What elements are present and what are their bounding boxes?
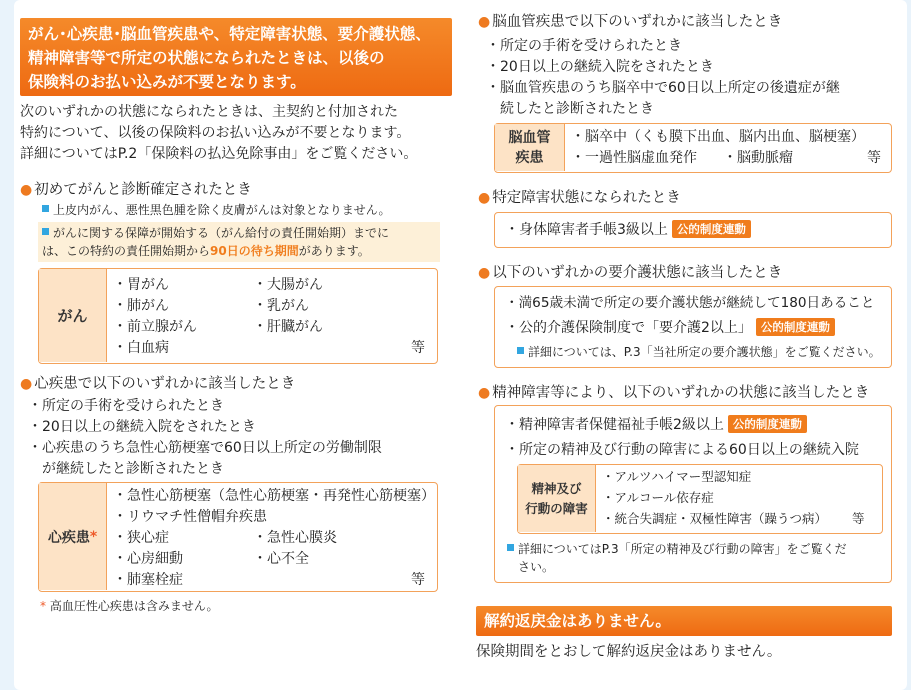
cerebro-condition: 続したと診断されたとき (486, 101, 654, 117)
bullet-dot-icon: ● (478, 265, 491, 281)
list-item: ・脳卒中（くも膜下出血、脳内出血、脳梗塞） (571, 129, 865, 145)
bullet-dot-icon: ● (20, 182, 33, 198)
heart-condition: ・20日以上の継続入院をされたとき (28, 419, 256, 435)
heart-heading: ● 心疾患で以下のいずれかに該当したとき (20, 376, 296, 392)
public-system-tag: 公的制度連動 (672, 220, 751, 238)
list-item: ・リウマチ性僧帽弁疾患 (113, 509, 267, 525)
disability-box (494, 212, 892, 248)
list-item: ・身体障害者手帳3級以上 公的制度連動 (505, 220, 751, 240)
square-bullet-icon (42, 205, 49, 212)
list-item: ・アルツハイマー型認知症 (602, 469, 752, 484)
list-item: ・前立腺がん (113, 319, 197, 335)
waiver-banner: がん･心疾患･脳血管疾患や、特定障害状態、要介護状態、 精神障害等で所定の状態になられたときは、以後の 保険料のお払い込みが不要となります。 (20, 18, 452, 96)
etc-label: 等 (411, 340, 425, 356)
list-item: ・精神障害者保健福祉手帳2級以上 公的制度連動 (505, 415, 807, 435)
disability-heading: ● 特定障害状態になられたとき (478, 190, 681, 206)
cerebro-condition: ・脳血管疾患のうち脳卒中で60日以上所定の後遺症が継 (486, 80, 840, 96)
list-item: ・公的介護保険制度で「要介護2以上」 公的制度連動 (505, 318, 835, 338)
refund-text: 保険期間をとおして解約返戻金はありません。 (476, 644, 782, 660)
cerebro-condition: ・所定の手術を受けられたとき (486, 38, 682, 54)
list-item: ・肝臓がん (253, 319, 323, 335)
care-box (494, 286, 892, 368)
list-item: ・白血病 (113, 340, 169, 356)
list-item: ・大腸がん (253, 277, 323, 293)
list-item: ・心不全 (253, 551, 309, 567)
bullet-dot-icon: ● (478, 385, 491, 401)
list-item: ・統合失調症・双極性障害（躁うつ病） (602, 511, 828, 526)
list-item: ・アルコール依存症 (602, 490, 714, 505)
list-item: ・急性心膜炎 (253, 530, 337, 546)
square-bullet-icon (507, 544, 514, 551)
cancer-box-label: がん (39, 269, 107, 362)
heart-condition: ・所定の手術を受けられたとき (28, 398, 224, 414)
bullet-dot-icon: ● (20, 376, 33, 392)
etc-label: 等 (411, 572, 425, 588)
list-item: ・肺塞栓症 (113, 572, 183, 588)
list-item: ・急性心筋梗塞（急性心筋梗塞・再発性心筋梗塞） (113, 488, 435, 504)
refund-banner: 解約返戻金はありません。 (476, 606, 892, 636)
mental-box (494, 405, 892, 583)
heart-condition: ・心疾患のうち急性心筋梗塞で60日以上所定の労働制限 (28, 440, 382, 456)
list-item: ・所定の精神及び行動の障害による60日以上の継続入院 (505, 442, 859, 458)
list-item: ・肺がん (113, 298, 169, 314)
cancer-box (38, 268, 438, 364)
list-item: ・一過性脳虚血発作 (571, 150, 697, 166)
heart-footnote: * 高血圧性心疾患は含みません。 (40, 599, 219, 613)
list-item: ・狭心症 (113, 530, 169, 546)
mental-box-label: 精神及び 行動の障害 (518, 465, 596, 532)
mental-subbox (517, 464, 883, 534)
mental-heading: ● 精神障害等により、以下のいずれかの状態に該当したとき (478, 385, 870, 401)
list-item: ・心房細動 (113, 551, 183, 567)
care-heading: ● 以下のいずれかの要介護状態に該当したとき (478, 265, 783, 281)
cancer-heading: ● 初めてがんと診断確定されたとき (20, 182, 252, 198)
list-item: ・満65歳未満で所定の要介護状態が継続して180日あること (505, 295, 875, 311)
bullet-dot-icon: ● (478, 14, 491, 30)
cerebro-heading: ● 脳血管疾患で以下のいずれかに該当したとき (478, 14, 783, 30)
cerebro-condition: ・20日以上の継続入院をされたとき (486, 59, 714, 75)
list-item: ・胃がん (113, 277, 169, 293)
square-bullet-icon (517, 347, 524, 354)
mental-note: 詳細についてはP.3「所定の精神及び行動の障害」をご覧くだ さい。 (507, 540, 887, 576)
public-system-tag: 公的制度連動 (756, 318, 835, 336)
public-system-tag: 公的制度連動 (728, 415, 807, 433)
square-bullet-icon (42, 228, 49, 235)
intro-paragraph: 次のいずれかの状態になられたときは、主契約と付加された 特約について、以後の保険料のお払い込みが不要となります。 詳細についてはP.2「保険料の払込免除事由」をご覧ください。 (20, 104, 418, 162)
list-item: ・乳がん (253, 298, 309, 314)
list-item: ・脳動脈瘤 (723, 150, 793, 166)
care-note: 詳細については、P.3「当社所定の要介護状態」をご覧ください。 (517, 343, 881, 361)
heart-box (38, 482, 438, 592)
waiting-period-note: がんに関する保障が開始する（がん給付の責任開始期）までに は、この特約の責任開始期から90日の待ち期間があります。 (38, 222, 440, 262)
heart-box-label: 心疾患 * (39, 483, 107, 590)
heart-condition: が継続したと診断されたとき (28, 461, 224, 477)
bullet-dot-icon: ● (478, 190, 491, 206)
etc-label: 等 (852, 511, 865, 526)
cerebro-box (494, 123, 892, 173)
cerebro-box-label: 脳血管 疾患 (495, 124, 565, 171)
cancer-note: 上皮内がん、悪性黒色腫を除く皮膚がんは対象となりません。 (42, 201, 390, 219)
etc-label: 等 (867, 150, 881, 166)
